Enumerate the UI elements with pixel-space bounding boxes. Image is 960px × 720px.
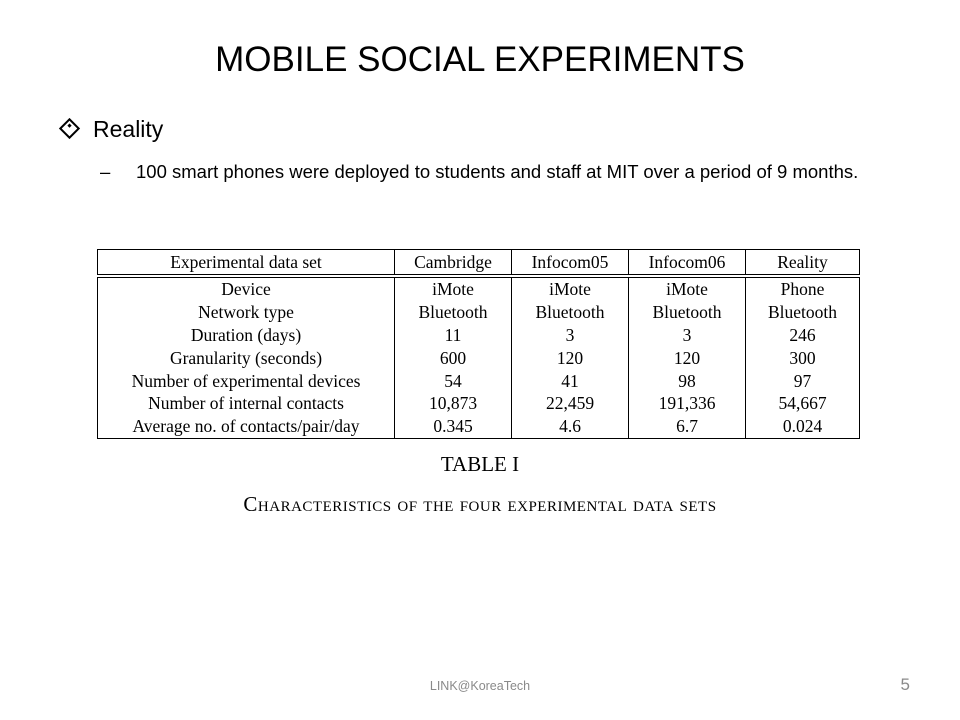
table-row (98, 276, 860, 301)
table-cell: 4.6 (512, 415, 629, 438)
bullet-label: Reality (93, 116, 164, 142)
table-cell: iMote (395, 276, 512, 301)
dash-marker: – (100, 161, 111, 182)
page-number: 5 (900, 675, 910, 694)
table-cell: Device (98, 276, 395, 301)
table-cell: 6.7 (629, 415, 746, 438)
table-cell: Number of internal contacts (98, 392, 395, 415)
table-cell: Bluetooth (746, 301, 860, 324)
table-cell: Average no. of contacts/pair/day (98, 415, 395, 438)
table-header-cell: Infocom06 (629, 250, 746, 277)
data-sets-table (97, 249, 860, 439)
table-cell: Network type (98, 301, 395, 324)
table-header-cell: Experimental data set (98, 250, 395, 277)
table-cell: 11 (395, 324, 512, 347)
table-cell: 120 (512, 346, 629, 369)
table-header-cell: Reality (746, 250, 860, 277)
table-row (98, 301, 860, 324)
table-row (98, 392, 860, 415)
table-cell: 54,667 (746, 392, 860, 415)
table-cell: 22,459 (512, 392, 629, 415)
table-row (98, 324, 860, 347)
table-cell: 10,873 (395, 392, 512, 415)
table-cell: 120 (629, 346, 746, 369)
table-header-row (98, 250, 860, 277)
table-cell: 3 (629, 324, 746, 347)
table-cell: 0.024 (746, 415, 860, 438)
table-header-cell: Cambridge (395, 250, 512, 277)
table-row (98, 369, 860, 392)
table-cell: 246 (746, 324, 860, 347)
table-cell: Granularity (seconds) (98, 346, 395, 369)
table-cell: Bluetooth (395, 301, 512, 324)
table-cell: 54 (395, 369, 512, 392)
bullet-reality (62, 116, 163, 143)
footer-text: LINK@KoreaTech (429, 679, 531, 693)
table-cell: iMote (629, 276, 746, 301)
table-cell: Phone (746, 276, 860, 301)
table-header-cell: Infocom05 (512, 250, 629, 277)
table-cell: 98 (629, 369, 746, 392)
table-cell: 600 (395, 346, 512, 369)
table-cell: 300 (746, 346, 860, 369)
table-cell: 3 (512, 324, 629, 347)
table-cell: 97 (746, 369, 860, 392)
table-caption: Characteristics of the four experimental data sets (243, 492, 717, 516)
table-cell: 41 (512, 369, 629, 392)
table-row (98, 346, 860, 369)
slide-title: MOBILE SOCIAL EXPERIMENTS (215, 40, 745, 79)
sub-bullet-text: 100 smart phones were deployed to students and staff at MIT over a period of 9 months. (136, 161, 859, 182)
table-cell: 191,336 (629, 392, 746, 415)
table-row (98, 415, 860, 438)
table-cell: Bluetooth (629, 301, 746, 324)
table-cell: 0.345 (395, 415, 512, 438)
table-number: TABLE I (440, 452, 520, 476)
sub-bullet (100, 158, 875, 186)
table-cell: Bluetooth (512, 301, 629, 324)
table-cell: iMote (512, 276, 629, 301)
diamond-icon (59, 118, 80, 139)
table-cell: Number of experimental devices (98, 369, 395, 392)
table-cell: Duration (days) (98, 324, 395, 347)
